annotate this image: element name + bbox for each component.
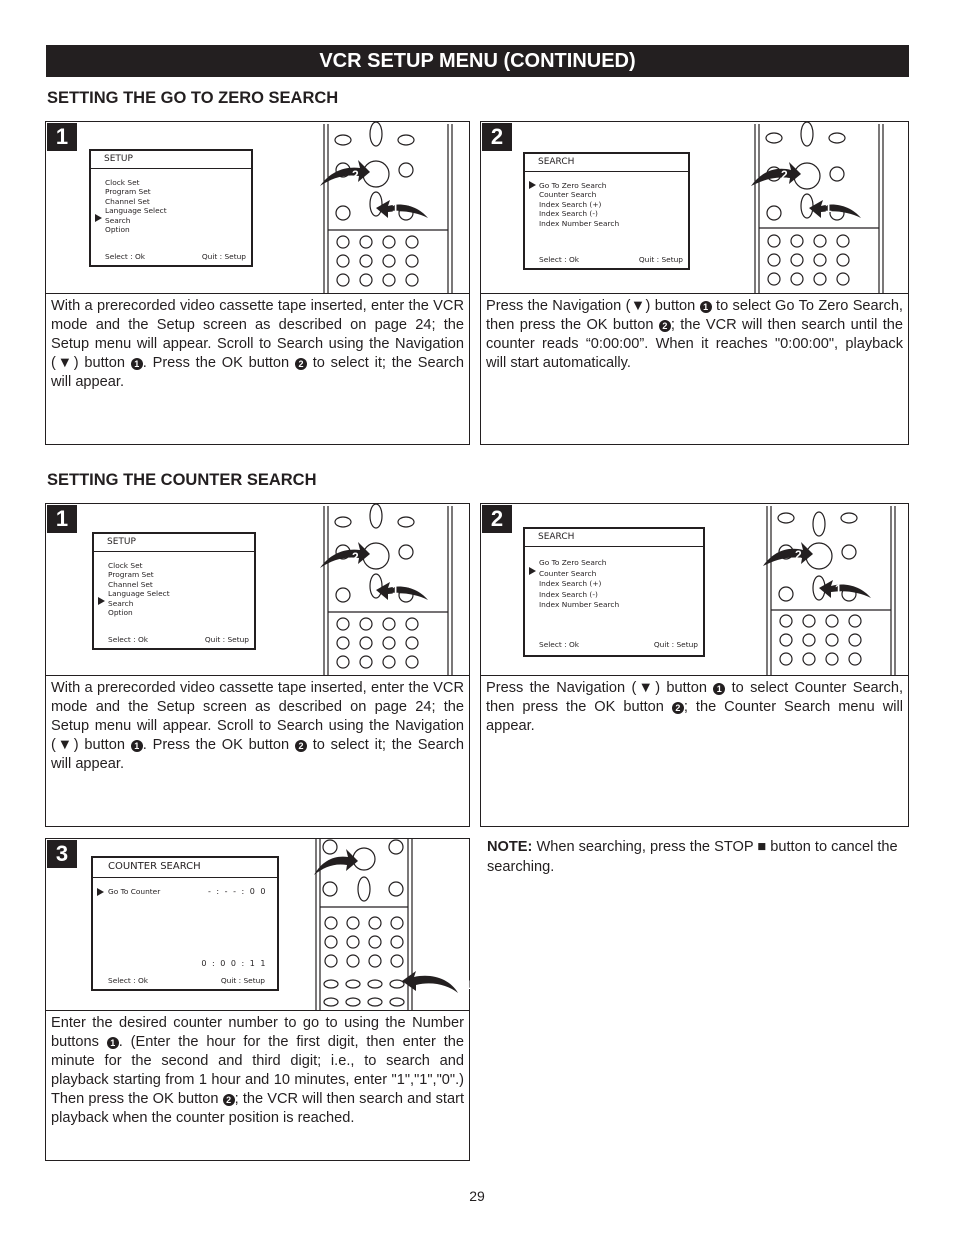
menu-list [539, 181, 619, 228]
screen-title: COUNTER SEARCH [93, 858, 277, 878]
note-text: When searching, press the STOP [532, 839, 754, 855]
menu-item: Clock Set [108, 561, 143, 570]
tv-screen [89, 149, 253, 267]
illustration [481, 504, 908, 676]
step-panel-counter-2 [480, 503, 909, 827]
menu-item: Go To Zero Search [539, 558, 607, 567]
selection-arrow-icon [98, 597, 105, 605]
current-counter-value: 0 : 0 0 : 1 1 [201, 959, 267, 968]
callout-1-label: 1 [392, 583, 399, 597]
menu-list [105, 178, 167, 234]
selection-arrow-icon [95, 214, 102, 222]
tv-screen [523, 152, 690, 270]
menu-item: Option [108, 608, 133, 618]
menu-item: Option [105, 225, 130, 235]
menu-item: Go To Zero Search [539, 181, 607, 190]
illustration [46, 122, 469, 294]
note-label: NOTE: [487, 839, 533, 855]
menu-item: Go To Counter [108, 887, 161, 896]
desc-text: to select it; the Search will appear. [51, 355, 465, 390]
circled-1-icon: 1 [107, 1037, 119, 1049]
menu-item: Counter Search [539, 568, 597, 578]
callout-2-label: 2 [352, 168, 359, 182]
counter-entry-value: - : - - : 0 0 [208, 887, 267, 896]
footer-quit: Quit : Setup [204, 635, 249, 644]
step-panel-counter-1 [45, 503, 470, 827]
page-number: 29 [469, 1188, 485, 1204]
menu-item: Language Select [105, 206, 167, 216]
callout-2-label: 2 [795, 548, 802, 562]
stop-square-icon: ■ [757, 839, 767, 855]
menu-item: Index Search (-) [539, 589, 598, 599]
menu-list [539, 558, 619, 611]
footer-quit: Quit : Setup [653, 640, 698, 649]
menu-item: Index Search (+) [539, 579, 602, 588]
menu-item: Program Set [108, 570, 154, 580]
remote-control-illustration [318, 122, 458, 294]
circled-2-icon: 2 [295, 358, 307, 370]
remote-control-illustration [761, 504, 901, 676]
step-number: 1 [47, 123, 77, 151]
note-text: button to cancel the searching. [487, 839, 898, 875]
callout-1-label: 1 [465, 978, 472, 992]
circled-1-icon: 1 [131, 358, 143, 370]
selection-arrow-icon [529, 181, 536, 189]
menu-list [108, 887, 160, 896]
menu-item: Index Number Search [539, 218, 620, 228]
step-number: 2 [482, 123, 512, 151]
circled-1-icon: 1 [713, 683, 725, 695]
callout-1-label: 1 [835, 582, 842, 596]
circled-1-icon: 1 [131, 740, 143, 752]
circled-2-icon: 2 [659, 320, 671, 332]
illustration [46, 839, 472, 1011]
selection-arrow-icon [97, 888, 104, 896]
footer-select: Select : Ok [108, 976, 149, 985]
menu-item: Index Search (+) [539, 199, 602, 209]
menu-item: Language Select [108, 589, 170, 599]
menu-item: Clock Set [105, 178, 140, 187]
remote-control-illustration [318, 504, 458, 676]
step-number: 1 [47, 505, 77, 533]
step-number: 2 [482, 505, 512, 533]
screen-title: SETUP [91, 151, 251, 169]
circled-2-icon: 2 [223, 1094, 235, 1106]
menu-item: Search [108, 598, 134, 608]
callout-2-label: 2 [388, 858, 395, 872]
menu-item: Counter Search [539, 190, 597, 200]
circled-2-icon: 2 [295, 740, 307, 752]
step-number: 3 [47, 840, 77, 868]
callout-1-label: 1 [825, 201, 832, 215]
desc-text: to select Go To Zero Search, then press the OK button [486, 298, 903, 333]
menu-item: Channel Set [108, 579, 153, 589]
tv-screen [92, 532, 256, 650]
menu-list [108, 561, 170, 617]
footer-quit: Quit : Setup [220, 976, 265, 985]
remote-control-illustration [749, 122, 889, 294]
callout-2-label: 2 [352, 550, 359, 564]
desc-text: With a prerecorded video cassette tape inserted, enter the VCR mode and the Setup screen as described on page 24; the Setup menu will appear. Scroll to Search using the Navigation (▼) button [51, 680, 464, 753]
illustration [481, 122, 908, 294]
desc-text: Enter the desired counter number to go to using the Number buttons [51, 1015, 464, 1050]
callout-2-label: 2 [781, 168, 788, 182]
page-title-banner: VCR SETUP MENU (CONTINUED) [46, 45, 909, 77]
section-title-go-to-zero: SETTING THE GO TO ZERO SEARCH [47, 89, 339, 107]
desc-text: With a prerecorded video cassette tape inserted, enter the VCR mode and the Setup screen as described on page 24; the Setup menu will appear. Scroll to Search using the Navigation (▼) button [51, 298, 464, 371]
callout-1-label: 1 [392, 201, 399, 215]
desc-text: . Press the OK button [142, 355, 290, 371]
circled-2-icon: 2 [672, 702, 684, 714]
menu-item: Index Number Search [539, 600, 620, 609]
desc-text: ; the Counter Search menu will appear. [486, 699, 903, 734]
screen-title: SETUP [94, 534, 254, 552]
footer-select: Select : Ok [105, 252, 146, 261]
footer-select: Select : Ok [108, 635, 149, 644]
screen-title: SEARCH [525, 529, 703, 547]
desc-text: Press the Navigation (▼) button [486, 680, 707, 696]
selection-arrow-icon [529, 567, 536, 575]
menu-item: Program Set [105, 187, 151, 197]
step-description [46, 676, 469, 826]
desc-text: to select it; the Search will appear. [51, 737, 465, 772]
footer-quit: Quit : Setup [638, 255, 683, 264]
desc-text: ; the VCR will then search until the counter reads “0:00:00”. When it reaches "0:00:00", playback will start automatically. [486, 317, 903, 371]
note-box [487, 837, 907, 877]
menu-item: Index Search (-) [539, 209, 598, 219]
illustration [46, 504, 469, 676]
footer-quit: Quit : Setup [201, 252, 246, 261]
remote-control-illustration [310, 839, 472, 1011]
desc-text: to select Counter Search, then press the OK button [486, 680, 904, 715]
circled-1-icon: 1 [700, 301, 712, 313]
tv-screen [523, 527, 705, 657]
step-description [481, 294, 908, 444]
desc-text: ; the VCR will then search and start playback when the counter position is reached. [51, 1091, 465, 1126]
desc-text: . Press the OK button [142, 737, 290, 753]
footer-select: Select : Ok [539, 640, 580, 649]
step-description [46, 1011, 469, 1160]
menu-item: Search [105, 215, 131, 225]
tv-screen [91, 856, 279, 991]
step-description [46, 294, 469, 444]
step-description [481, 676, 908, 826]
step-panel-go-to-zero-2 [480, 121, 909, 445]
screen-title: SEARCH [525, 154, 688, 172]
desc-text: Press the Navigation (▼) button [486, 298, 696, 314]
step-panel-counter-3 [45, 838, 470, 1161]
section-title-counter: SETTING THE COUNTER SEARCH [47, 471, 317, 489]
desc-text: . (Enter the hour for the first digit, then enter the minute for the second and third digit; i.e., to search and playback starting from 1 hour and 10 minutes, enter "1","1","0".) Then press the OK button [51, 1034, 464, 1107]
footer-select: Select : Ok [539, 255, 580, 264]
step-panel-go-to-zero-1 [45, 121, 470, 445]
menu-item: Channel Set [105, 196, 150, 206]
